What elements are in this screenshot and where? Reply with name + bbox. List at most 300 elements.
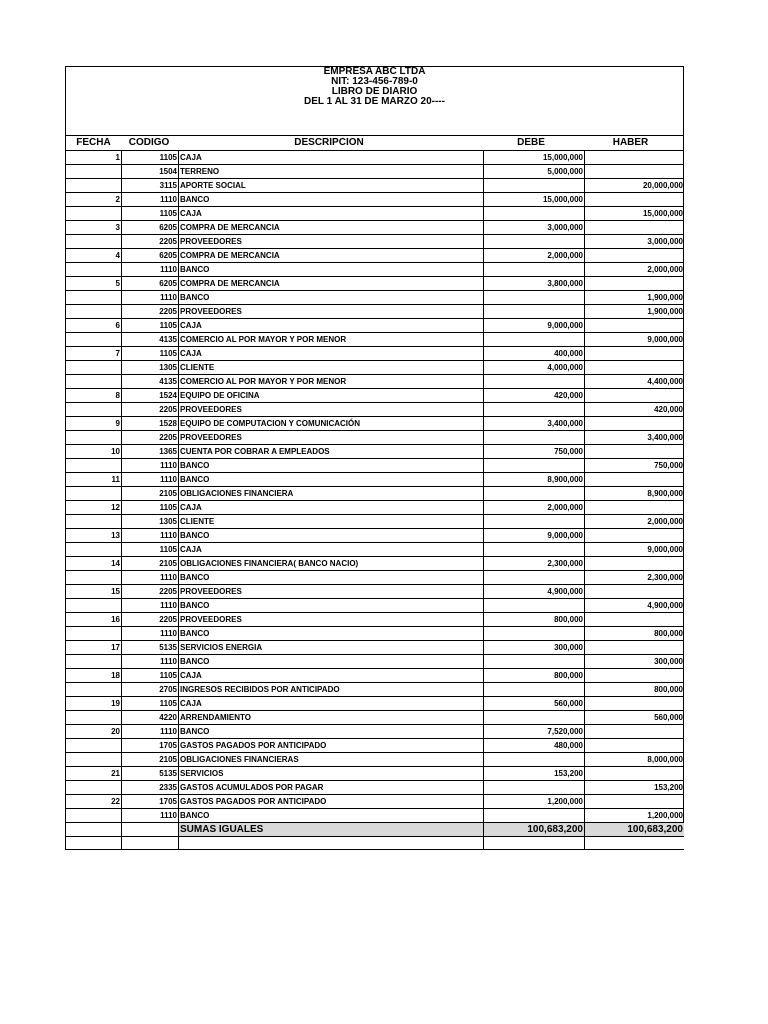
- row-haber: 1,200,000: [585, 809, 685, 823]
- row-descripcion: CLIENTE: [179, 361, 484, 375]
- row-haber: 2,000,000: [585, 263, 685, 277]
- row-fecha: 10: [66, 445, 122, 459]
- row-descripcion: CAJA: [179, 669, 484, 683]
- table-row: [66, 249, 684, 263]
- row-descripcion: PROVEEDORES: [179, 403, 484, 417]
- table-row: [66, 235, 684, 249]
- row-haber: [585, 165, 685, 179]
- table-row: [66, 473, 684, 487]
- totals-blank-codigo: [122, 823, 179, 837]
- table-row: [66, 781, 684, 795]
- row-codigo: 1110: [122, 291, 179, 305]
- row-debe: [484, 809, 585, 823]
- table-row: [66, 641, 684, 655]
- row-descripcion: OBLIGACIONES FINANCIERA( BANCO NACIO): [179, 557, 484, 571]
- row-descripcion: TERRENO: [179, 165, 484, 179]
- row-codigo: 2205: [122, 403, 179, 417]
- row-codigo: 1105: [122, 347, 179, 361]
- row-debe: [484, 431, 585, 445]
- row-descripcion: PROVEEDORES: [179, 305, 484, 319]
- row-debe: [484, 207, 585, 221]
- row-haber: [585, 557, 685, 571]
- row-codigo: 1105: [122, 319, 179, 333]
- row-fecha: 22: [66, 795, 122, 809]
- row-fecha: 2: [66, 193, 122, 207]
- row-codigo: 1105: [122, 151, 179, 165]
- table-row: [66, 515, 684, 529]
- row-descripcion: OBLIGACIONES FINANCIERA: [179, 487, 484, 501]
- row-debe: [484, 179, 585, 193]
- row-fecha: [66, 683, 122, 697]
- row-fecha: [66, 361, 122, 375]
- row-debe: [484, 305, 585, 319]
- row-codigo: 1110: [122, 599, 179, 613]
- table-row: [66, 711, 684, 725]
- table-row: [66, 165, 684, 179]
- row-codigo: 1110: [122, 809, 179, 823]
- row-fecha: 5: [66, 277, 122, 291]
- row-haber: 800,000: [585, 683, 685, 697]
- row-fecha: [66, 739, 122, 753]
- row-debe: [484, 543, 585, 557]
- table-row: [66, 627, 684, 641]
- table-row: [66, 585, 684, 599]
- row-codigo: 4135: [122, 333, 179, 347]
- row-fecha: 7: [66, 347, 122, 361]
- table-row: [66, 753, 684, 767]
- row-fecha: 17: [66, 641, 122, 655]
- row-haber: 3,000,000: [585, 235, 685, 249]
- row-descripcion: GASTOS ACUMULADOS POR PAGAR: [179, 781, 484, 795]
- row-haber: 2,000,000: [585, 515, 685, 529]
- row-fecha: 4: [66, 249, 122, 263]
- row-haber: 8,000,000: [585, 753, 685, 767]
- row-fecha: [66, 165, 122, 179]
- row-fecha: 6: [66, 319, 122, 333]
- row-codigo: 1105: [122, 669, 179, 683]
- row-descripcion: BANCO: [179, 571, 484, 585]
- row-debe: 560,000: [484, 697, 585, 711]
- row-codigo: 1105: [122, 543, 179, 557]
- row-debe: [484, 375, 585, 389]
- row-descripcion: BANCO: [179, 193, 484, 207]
- row-codigo: 1110: [122, 529, 179, 543]
- table-row: [66, 277, 684, 291]
- row-debe: [484, 515, 585, 529]
- table-row: [66, 403, 684, 417]
- row-codigo: 1110: [122, 655, 179, 669]
- row-fecha: 20: [66, 725, 122, 739]
- row-fecha: [66, 627, 122, 641]
- row-codigo: 1110: [122, 193, 179, 207]
- row-debe: [484, 235, 585, 249]
- row-codigo: 1705: [122, 795, 179, 809]
- table-row: [66, 305, 684, 319]
- row-descripcion: CAJA: [179, 501, 484, 515]
- row-descripcion: CUENTA POR COBRAR A EMPLEADOS: [179, 445, 484, 459]
- row-haber: [585, 193, 685, 207]
- row-fecha: [66, 179, 122, 193]
- row-descripcion: COMPRA DE MERCANCIA: [179, 221, 484, 235]
- row-debe: 480,000: [484, 739, 585, 753]
- row-debe: 7,520,000: [484, 725, 585, 739]
- col-descripcion: DESCRIPCION: [294, 137, 364, 148]
- row-fecha: [66, 781, 122, 795]
- row-haber: [585, 347, 685, 361]
- row-fecha: 18: [66, 669, 122, 683]
- table-row: [66, 795, 684, 809]
- table-row: [66, 319, 684, 333]
- row-debe: [484, 599, 585, 613]
- row-debe: [484, 711, 585, 725]
- row-codigo: 6205: [122, 221, 179, 235]
- row-descripcion: BANCO: [179, 459, 484, 473]
- row-fecha: 19: [66, 697, 122, 711]
- row-descripcion: GASTOS PAGADOS POR ANTICIPADO: [179, 795, 484, 809]
- col-codigo: CODIGO: [128, 137, 170, 148]
- row-haber: [585, 613, 685, 627]
- company-nit: NIT: 123-456-789-0: [331, 76, 418, 87]
- row-codigo: 2335: [122, 781, 179, 795]
- row-haber: 9,000,000: [585, 333, 685, 347]
- row-fecha: [66, 543, 122, 557]
- row-debe: 420,000: [484, 389, 585, 403]
- row-fecha: 8: [66, 389, 122, 403]
- row-haber: 300,000: [585, 655, 685, 669]
- table-row: [66, 375, 684, 389]
- table-row: [66, 459, 684, 473]
- table-row: [66, 697, 684, 711]
- row-fecha: 12: [66, 501, 122, 515]
- row-descripcion: BANCO: [179, 809, 484, 823]
- table-row: [66, 347, 684, 361]
- row-codigo: 3115: [122, 179, 179, 193]
- table-row: [66, 361, 684, 375]
- totals-row: [66, 823, 684, 837]
- table-row: [66, 571, 684, 585]
- row-debe: [484, 781, 585, 795]
- row-haber: [585, 725, 685, 739]
- row-debe: 9,000,000: [484, 529, 585, 543]
- row-fecha: 21: [66, 767, 122, 781]
- row-fecha: [66, 403, 122, 417]
- row-fecha: [66, 305, 122, 319]
- row-codigo: 1528: [122, 417, 179, 431]
- row-descripcion: INGRESOS RECIBIDOS POR ANTICIPADO: [179, 683, 484, 697]
- row-codigo: 4135: [122, 375, 179, 389]
- row-codigo: 2105: [122, 753, 179, 767]
- row-haber: [585, 739, 685, 753]
- row-fecha: 13: [66, 529, 122, 543]
- row-haber: [585, 221, 685, 235]
- row-fecha: [66, 459, 122, 473]
- row-debe: 8,900,000: [484, 473, 585, 487]
- row-haber: [585, 585, 685, 599]
- table-row: [66, 683, 684, 697]
- row-haber: [585, 501, 685, 515]
- row-codigo: 5135: [122, 641, 179, 655]
- row-debe: 15,000,000: [484, 193, 585, 207]
- row-codigo: 6205: [122, 277, 179, 291]
- totals-debe: 100,683,200: [484, 823, 585, 837]
- table-row: [66, 543, 684, 557]
- table-row: [66, 655, 684, 669]
- row-fecha: [66, 207, 122, 221]
- table-row: [66, 263, 684, 277]
- row-haber: 153,200: [585, 781, 685, 795]
- row-haber: 800,000: [585, 627, 685, 641]
- row-codigo: 1305: [122, 515, 179, 529]
- row-descripcion: BANCO: [179, 473, 484, 487]
- row-descripcion: BANCO: [179, 655, 484, 669]
- table-row: [66, 431, 684, 445]
- row-codigo: 2205: [122, 305, 179, 319]
- row-fecha: [66, 235, 122, 249]
- row-codigo: 1105: [122, 697, 179, 711]
- report-period: DEL 1 AL 31 DE MARZO 20----: [304, 96, 445, 107]
- blank-cell: [484, 837, 585, 850]
- row-descripcion: CAJA: [179, 151, 484, 165]
- table-row: [66, 207, 684, 221]
- row-fecha: [66, 291, 122, 305]
- col-fecha: FECHA: [76, 137, 111, 148]
- row-debe: 300,000: [484, 641, 585, 655]
- row-debe: [484, 627, 585, 641]
- row-descripcion: APORTE SOCIAL: [179, 179, 484, 193]
- row-haber: [585, 697, 685, 711]
- row-debe: 2,300,000: [484, 557, 585, 571]
- row-descripcion: CAJA: [179, 319, 484, 333]
- row-haber: [585, 277, 685, 291]
- row-haber: [585, 641, 685, 655]
- blank-row: [66, 837, 684, 850]
- row-fecha: [66, 263, 122, 277]
- table-row: [66, 725, 684, 739]
- row-debe: [484, 753, 585, 767]
- row-debe: 5,000,000: [484, 165, 585, 179]
- row-fecha: [66, 809, 122, 823]
- row-codigo: 1110: [122, 725, 179, 739]
- totals-blank-fecha: [66, 823, 122, 837]
- row-descripcion: COMERCIO AL POR MAYOR Y POR MENOR: [179, 333, 484, 347]
- row-haber: [585, 795, 685, 809]
- journal-sheet: [65, 66, 684, 850]
- row-haber: [585, 249, 685, 263]
- row-debe: [484, 487, 585, 501]
- row-debe: 2,000,000: [484, 249, 585, 263]
- row-descripcion: COMPRA DE MERCANCIA: [179, 277, 484, 291]
- row-haber: 420,000: [585, 403, 685, 417]
- row-codigo: 2205: [122, 235, 179, 249]
- row-debe: 750,000: [484, 445, 585, 459]
- row-debe: 3,000,000: [484, 221, 585, 235]
- row-debe: 4,900,000: [484, 585, 585, 599]
- table-row: [66, 445, 684, 459]
- row-fecha: [66, 571, 122, 585]
- table-row: [66, 501, 684, 515]
- table-row: [66, 417, 684, 431]
- row-descripcion: CAJA: [179, 347, 484, 361]
- row-fecha: 3: [66, 221, 122, 235]
- row-codigo: 1110: [122, 627, 179, 641]
- row-descripcion: CAJA: [179, 697, 484, 711]
- row-codigo: 2205: [122, 585, 179, 599]
- row-haber: [585, 767, 685, 781]
- table-row: [66, 151, 684, 165]
- row-debe: 15,000,000: [484, 151, 585, 165]
- row-haber: 2,300,000: [585, 571, 685, 585]
- row-fecha: [66, 599, 122, 613]
- row-debe: [484, 403, 585, 417]
- row-haber: [585, 151, 685, 165]
- row-haber: 750,000: [585, 459, 685, 473]
- book-title: LIBRO DE DIARIO: [331, 86, 418, 97]
- row-codigo: 5135: [122, 767, 179, 781]
- row-codigo: 1105: [122, 207, 179, 221]
- row-codigo: 4220: [122, 711, 179, 725]
- row-debe: [484, 459, 585, 473]
- row-haber: 1,900,000: [585, 305, 685, 319]
- row-fecha: [66, 375, 122, 389]
- row-descripcion: ARRENDAMIENTO: [179, 711, 484, 725]
- row-descripcion: SERVICIOS ENERGIA: [179, 641, 484, 655]
- row-descripcion: CLIENTE: [179, 515, 484, 529]
- row-descripcion: PROVEEDORES: [179, 585, 484, 599]
- row-haber: [585, 529, 685, 543]
- row-haber: 9,000,000: [585, 543, 685, 557]
- row-fecha: [66, 487, 122, 501]
- row-codigo: 1524: [122, 389, 179, 403]
- row-debe: 1,200,000: [484, 795, 585, 809]
- row-haber: [585, 445, 685, 459]
- column-headers: [66, 136, 683, 151]
- row-codigo: 1110: [122, 571, 179, 585]
- row-debe: [484, 291, 585, 305]
- company-name: EMPRESA ABC LTDA: [323, 66, 426, 77]
- row-haber: 3,400,000: [585, 431, 685, 445]
- blank-cell: [179, 837, 484, 850]
- row-fecha: 1: [66, 151, 122, 165]
- row-haber: 20,000,000: [585, 179, 685, 193]
- row-fecha: [66, 431, 122, 445]
- row-codigo: 1504: [122, 165, 179, 179]
- row-codigo: 1110: [122, 473, 179, 487]
- row-haber: 4,900,000: [585, 599, 685, 613]
- row-haber: [585, 319, 685, 333]
- row-debe: 800,000: [484, 613, 585, 627]
- row-fecha: 14: [66, 557, 122, 571]
- row-descripcion: BANCO: [179, 599, 484, 613]
- row-fecha: 15: [66, 585, 122, 599]
- row-haber: [585, 389, 685, 403]
- row-haber: 560,000: [585, 711, 685, 725]
- row-codigo: 1110: [122, 263, 179, 277]
- row-descripcion: EQUIPO DE COMPUTACION Y COMUNICACIÓN: [179, 417, 484, 431]
- table-row: [66, 613, 684, 627]
- totals-label: SUMAS IGUALES: [179, 823, 484, 837]
- row-codigo: 2105: [122, 557, 179, 571]
- row-debe: [484, 263, 585, 277]
- row-debe: 3,400,000: [484, 417, 585, 431]
- row-debe: 153,200: [484, 767, 585, 781]
- row-codigo: 2205: [122, 613, 179, 627]
- row-haber: 15,000,000: [585, 207, 685, 221]
- table-row: [66, 529, 684, 543]
- col-debe: DEBE: [517, 137, 545, 148]
- row-fecha: [66, 753, 122, 767]
- journal-table: [66, 151, 684, 850]
- row-haber: 8,900,000: [585, 487, 685, 501]
- row-codigo: 6205: [122, 249, 179, 263]
- totals-haber: 100,683,200: [585, 823, 685, 837]
- row-descripcion: SERVICIOS: [179, 767, 484, 781]
- row-fecha: [66, 655, 122, 669]
- row-codigo: 1105: [122, 501, 179, 515]
- row-debe: [484, 683, 585, 697]
- row-descripcion: CAJA: [179, 543, 484, 557]
- row-haber: [585, 417, 685, 431]
- table-row: [66, 809, 684, 823]
- table-row: [66, 599, 684, 613]
- row-codigo: 1110: [122, 459, 179, 473]
- row-descripcion: BANCO: [179, 291, 484, 305]
- row-fecha: [66, 515, 122, 529]
- row-debe: 2,000,000: [484, 501, 585, 515]
- row-descripcion: PROVEEDORES: [179, 431, 484, 445]
- table-row: [66, 221, 684, 235]
- row-debe: 800,000: [484, 669, 585, 683]
- blank-cell: [66, 837, 122, 850]
- row-debe: [484, 333, 585, 347]
- row-descripcion: BANCO: [179, 725, 484, 739]
- row-haber: [585, 669, 685, 683]
- blank-cell: [585, 837, 685, 850]
- col-haber: HABER: [612, 137, 649, 148]
- row-descripcion: BANCO: [179, 263, 484, 277]
- row-descripcion: PROVEEDORES: [179, 235, 484, 249]
- row-codigo: 2105: [122, 487, 179, 501]
- row-descripcion: CAJA: [179, 207, 484, 221]
- row-debe: 9,000,000: [484, 319, 585, 333]
- row-descripcion: BANCO: [179, 627, 484, 641]
- row-debe: [484, 571, 585, 585]
- table-row: [66, 291, 684, 305]
- row-debe: 3,800,000: [484, 277, 585, 291]
- blank-cell: [122, 837, 179, 850]
- row-debe: [484, 655, 585, 669]
- row-debe: 4,000,000: [484, 361, 585, 375]
- row-haber: 1,900,000: [585, 291, 685, 305]
- row-descripcion: PROVEEDORES: [179, 613, 484, 627]
- row-haber: [585, 473, 685, 487]
- row-codigo: 2705: [122, 683, 179, 697]
- row-descripcion: COMERCIO AL POR MAYOR Y POR MENOR: [179, 375, 484, 389]
- row-fecha: [66, 711, 122, 725]
- table-row: [66, 179, 684, 193]
- row-codigo: 1305: [122, 361, 179, 375]
- row-fecha: 11: [66, 473, 122, 487]
- row-descripcion: EQUIPO DE OFICINA: [179, 389, 484, 403]
- table-row: [66, 669, 684, 683]
- table-row: [66, 557, 684, 571]
- table-row: [66, 739, 684, 753]
- report-header: [66, 67, 683, 136]
- table-row: [66, 333, 684, 347]
- table-row: [66, 389, 684, 403]
- row-haber: 4,400,000: [585, 375, 685, 389]
- row-descripcion: COMPRA DE MERCANCIA: [179, 249, 484, 263]
- row-fecha: 9: [66, 417, 122, 431]
